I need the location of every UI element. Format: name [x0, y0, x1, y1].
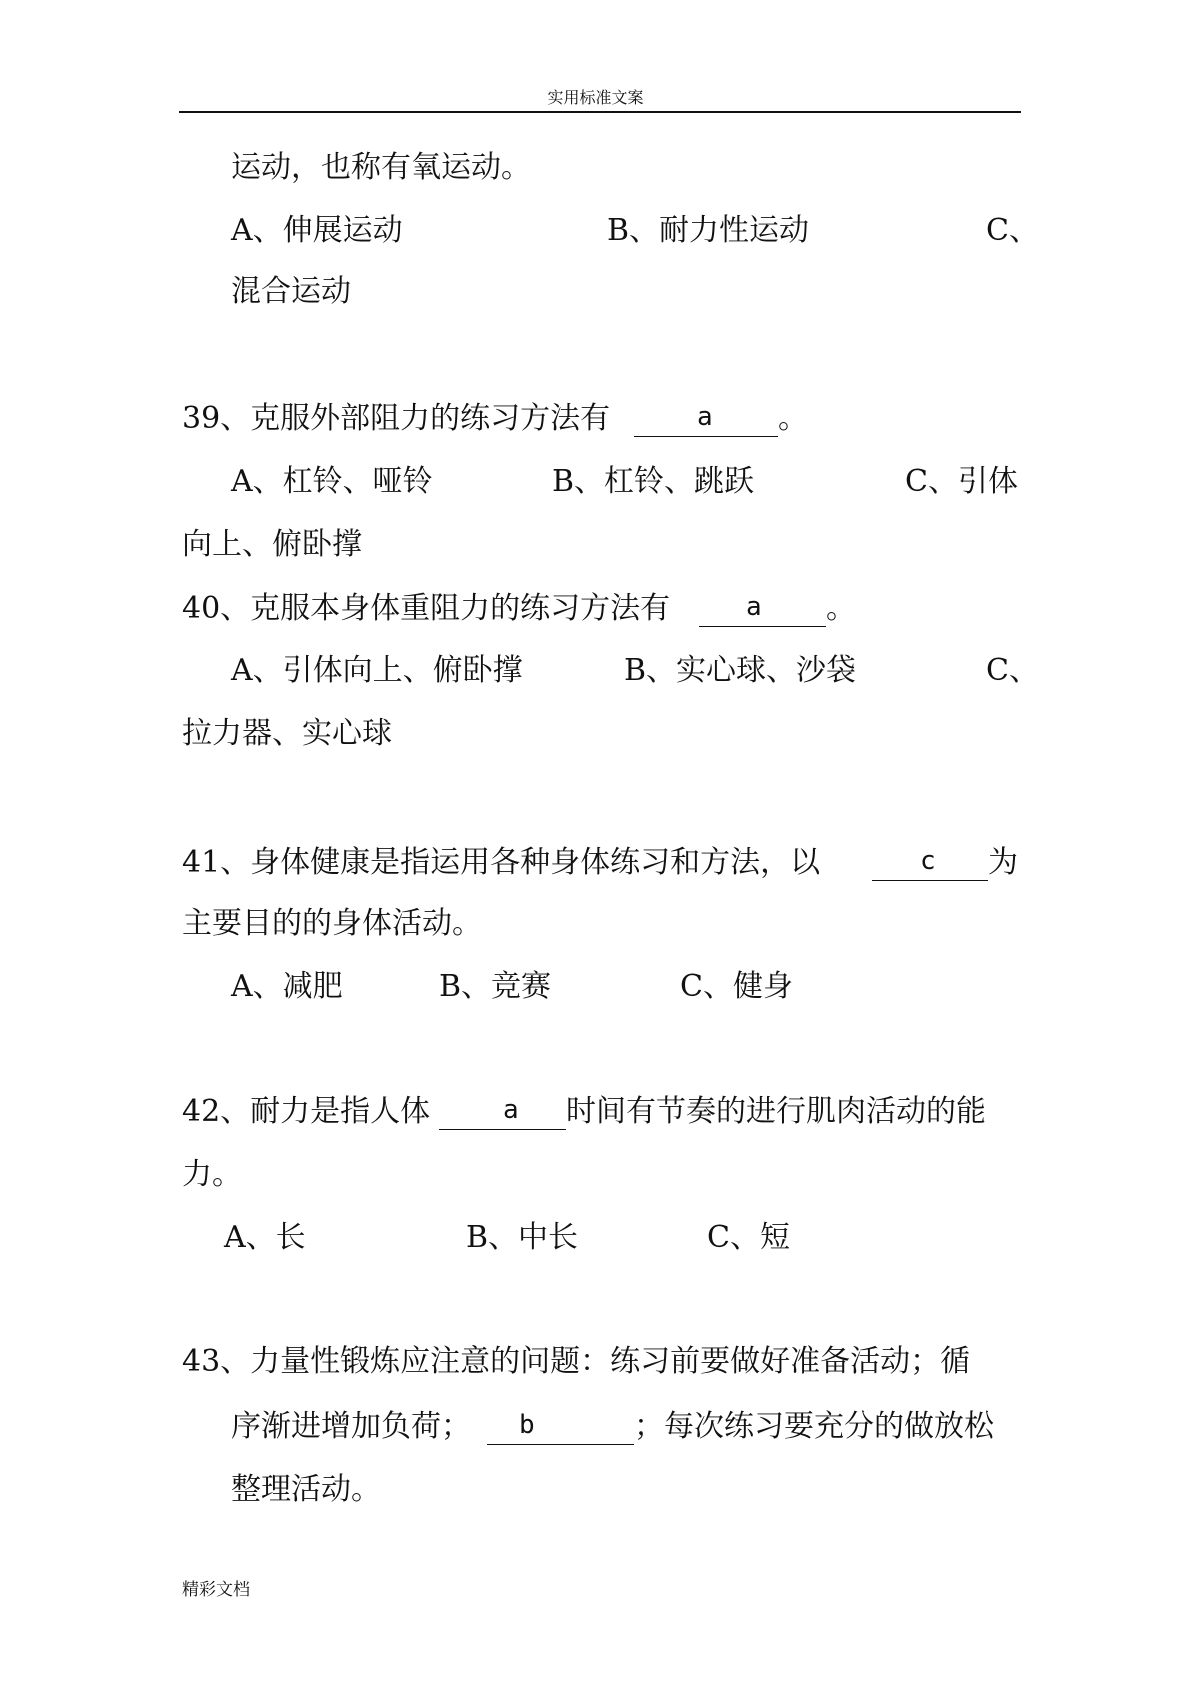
page-header: 实用标准文案: [547, 88, 644, 107]
q40-answer: a: [746, 592, 762, 622]
q41-stem-continued: 主要目的的身体活动。: [182, 906, 482, 941]
q40-stem: 40、克服本身体重阻力的练习方法有: [182, 591, 671, 626]
q41-option-c: C、健身: [680, 969, 793, 1004]
q40-option-c-continued: 拉力器、实心球: [182, 716, 392, 751]
q43-answer-blank: [487, 1409, 634, 1445]
q42-answer: a: [503, 1095, 519, 1125]
q41-stem-end: 为: [988, 845, 1018, 880]
q42-stem-end: 时间有节奏的进行肌肉活动的能: [566, 1094, 986, 1129]
q41-option-b: B、竞赛: [439, 969, 552, 1004]
q43-stem-line2b: ；每次练习要充分的做放松: [634, 1409, 994, 1444]
q41-option-a: A、减肥: [231, 969, 343, 1004]
q39-stem: 39、克服外部阻力的练习方法有: [182, 401, 611, 436]
q40-answer-blank: [699, 591, 826, 627]
q40-stem-end: 。: [826, 591, 856, 626]
q38-option-c: C、: [986, 213, 1039, 248]
q43-answer: b: [519, 1410, 535, 1440]
q38-option-b: B、耐力性运动: [607, 213, 810, 248]
q42-stem-continued: 力。: [182, 1157, 242, 1192]
q38-stem-continued: 运动，也称有氧运动。: [231, 150, 531, 185]
page-footer: 精彩文档: [182, 1580, 250, 1600]
q42-option-c: C、短: [707, 1220, 790, 1255]
q43-stem: 43、力量性锻炼应注意的问题：练习前要做好准备活动；循: [182, 1344, 971, 1379]
q40-option-b: B、实心球、沙袋: [624, 653, 857, 688]
header-rule: [179, 111, 1021, 113]
q39-stem-end: 。: [778, 401, 808, 436]
q42-option-b: B、中长: [466, 1220, 579, 1255]
q40-option-a: A、引体向上、俯卧撑: [231, 653, 523, 688]
q43-stem-line3: 整理活动。: [231, 1472, 381, 1507]
q39-option-c: C、引体: [905, 464, 1018, 499]
q39-option-b: B、杠铃、跳跃: [552, 464, 755, 499]
q42-stem: 42、耐力是指人体: [182, 1094, 431, 1129]
q43-stem-line2a: 序渐进增加负荷；: [231, 1409, 471, 1444]
q39-answer: a: [697, 402, 713, 432]
q38-option-a: A、伸展运动: [231, 213, 403, 248]
q41-stem: 41、身体健康是指运用各种身体练习和方法，以: [182, 845, 821, 880]
q42-option-a: A、长: [224, 1220, 306, 1255]
q39-option-a: A、杠铃、哑铃: [231, 464, 433, 499]
q40-option-c: C、: [986, 653, 1039, 688]
q39-option-c-continued: 向上、俯卧撑: [182, 527, 362, 562]
q41-answer: c: [920, 846, 936, 876]
q38-option-c-continued: 混合运动: [231, 274, 351, 309]
